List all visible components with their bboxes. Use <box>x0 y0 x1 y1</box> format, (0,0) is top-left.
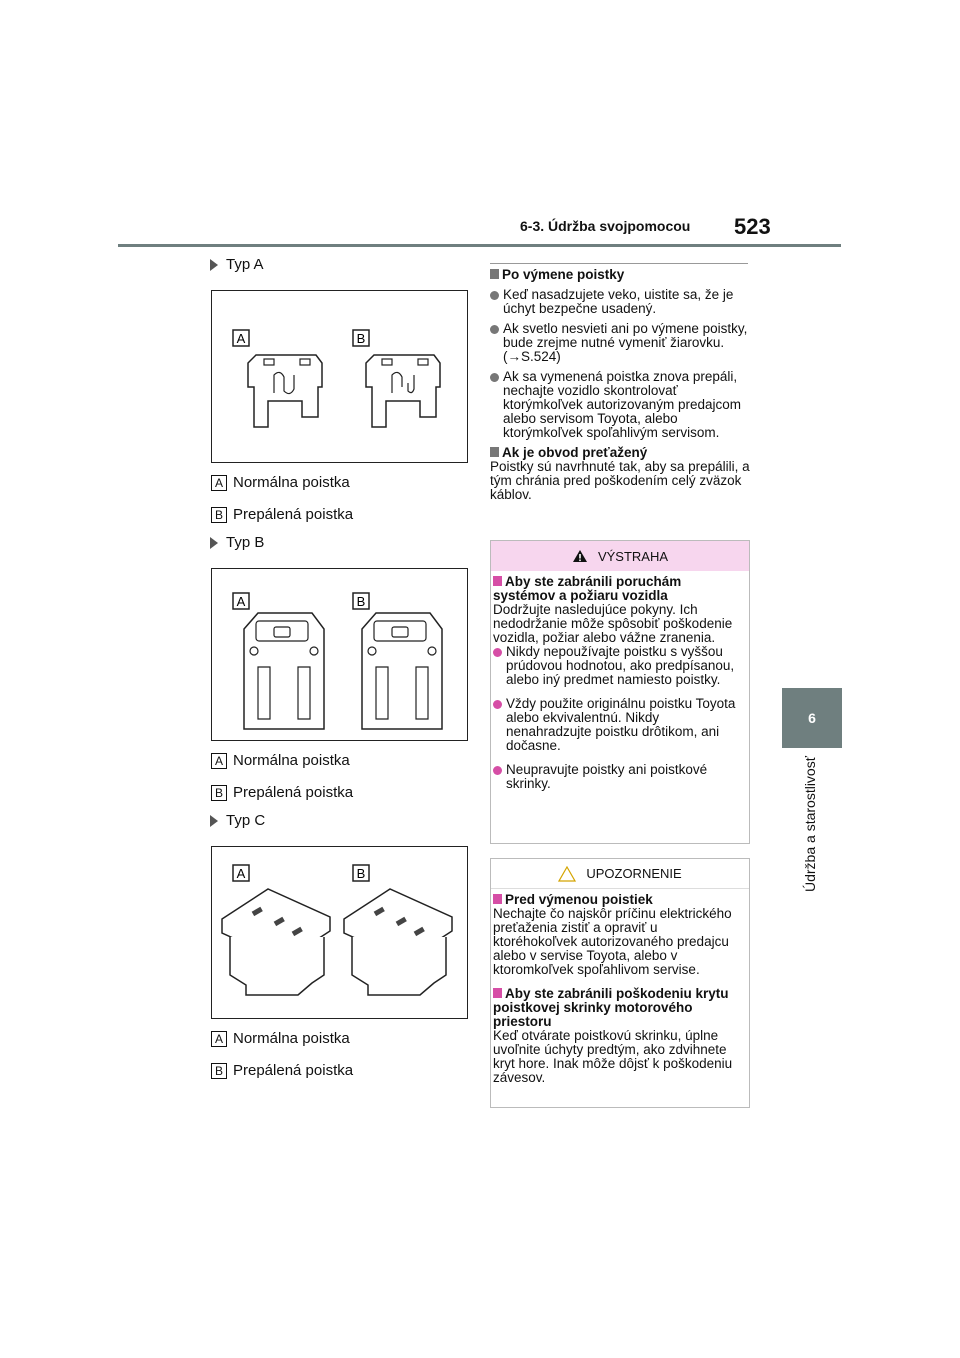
overload-heading: Ak je obvod preťažený <box>490 446 750 460</box>
callout-b: B <box>356 594 366 609</box>
caution-icon <box>558 866 576 882</box>
overload-text: Poistky sú navrhnuté tak, aby sa prepálili, a tým chránia pred poškodením celý zväzok káblov. <box>490 459 750 502</box>
arrow-icon <box>210 815 218 827</box>
warning-intro: Dodržujte nasledujúce pokyny. Ich nedodržanie môže spôsobiť poškodenie vozidla, požiar alebo vážne zranenia. <box>493 602 733 645</box>
list-item: Vždy použite originálnu poistku Toyota alebo ekvivalentnú. Nikdy nenahradzujte poistku drôtikom, ani dočasne. <box>493 697 745 753</box>
list-item: Keď nasadzujete veko, uistite sa, že je úchyt bezpečne usadený. <box>490 288 750 316</box>
notice-text: Keď otvárate poistkovú skrinku, úplne uvoľnite úchyty predtým, ako zdvihnete kryt hore. Inak môže dôjsť k poškodeniu závesov. <box>493 1028 733 1085</box>
arrow-icon <box>210 259 218 271</box>
notice-heading: Aby ste zabránili poškodeniu krytu poistkovej skrinky motorového priestoru <box>493 986 729 1029</box>
callout-b: B <box>356 866 366 881</box>
after-replace-heading: Po výmene poistky <box>490 268 750 282</box>
list-item: Ak sa vymenená poistka znova prepáli, nechajte vozidlo skontrolovať ktorýmkoľvek autorizovaným predajcom alebo servisom Toyota, alebo ktorýmkoľvek spoľahlivým servisom. <box>490 370 750 440</box>
notice-text: Nechajte čo najskôr príčinu elektrického preťaženia zistiť a opraviť u ktoréhokoľvek autorizovaného predajcu alebo v servise Toyota, alebo v ktoromkoľvek spoľahlivom servise. <box>493 906 732 977</box>
type-c-heading: Typ C <box>210 812 265 829</box>
notice-header: UPOZORNENIE <box>491 859 749 889</box>
warning-icon <box>572 549 588 563</box>
notice-box <box>490 858 750 1108</box>
header-rule <box>118 244 841 247</box>
legend-normal: A Normálna poistka <box>211 1030 350 1047</box>
figure-type-c <box>211 846 468 1019</box>
chapter-tab-label: Údržba a starostlivosť <box>802 756 818 892</box>
callout-a: A <box>236 594 246 609</box>
callout-a: A <box>236 866 246 881</box>
top-rule <box>490 263 748 264</box>
list-item: Nikdy nepoužívajte poistku s vyššou prúdovou hodnotou, ako predpísanou, alebo iný predmet namiesto poistky. <box>493 645 745 687</box>
warning-header: VÝSTRAHA <box>491 541 749 571</box>
page-number: 523 <box>734 214 771 239</box>
warning-heading: Aby ste zabránili poruchám systémov a požiaru vozidla <box>493 574 682 603</box>
warning-box <box>490 540 750 844</box>
type-a-heading: Typ A <box>210 256 264 273</box>
legend-blown: B Prepálená poistka <box>211 784 353 801</box>
figure-type-b <box>211 568 468 741</box>
after-replace-section <box>490 268 750 502</box>
section-title: 6-3. Údržba svojpomocou <box>520 218 691 234</box>
notice-heading: Pred výmenou poistiek <box>493 893 745 907</box>
callout-a: A <box>236 331 246 346</box>
legend-blown: B Prepálená poistka <box>211 506 353 523</box>
chapter-tab: 6 <box>782 688 842 748</box>
legend-normal: A Normálna poistka <box>211 474 350 491</box>
legend-blown: B Prepálená poistka <box>211 1062 353 1079</box>
arrow-icon <box>210 537 218 549</box>
type-b-heading: Typ B <box>210 534 264 551</box>
legend-normal: A Normálna poistka <box>211 752 350 769</box>
list-item: Ak svetlo nesvieti ani po výmene poistky, bude zrejme nutné vymeniť žiarovku. (→S.524) <box>490 322 750 364</box>
list-item: Neupravujte poistky ani poistkové skrinky. <box>493 763 745 791</box>
figure-type-a <box>211 290 468 463</box>
callout-b: B <box>356 331 366 346</box>
